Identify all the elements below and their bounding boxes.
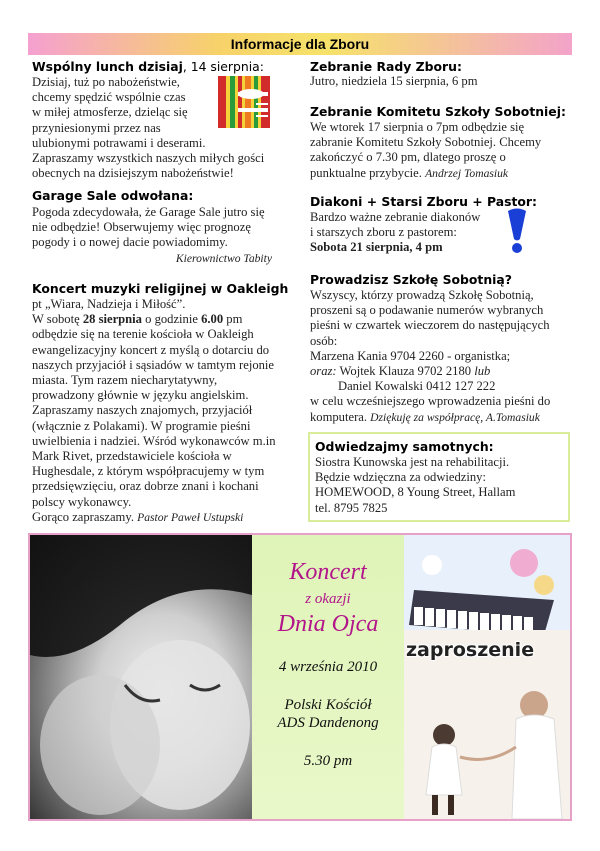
lunch-line: ulubionymi potrawami i deserami. xyxy=(32,135,206,150)
school-committee-body xyxy=(310,120,575,181)
deacons-date: Sobota 21 sierpnia, 4 pm xyxy=(310,240,443,255)
exclamation-icon xyxy=(505,208,529,254)
poster-concert: Koncert xyxy=(289,559,367,585)
cutlery-icon xyxy=(218,76,270,128)
garage-line: Pogoda zdecydowała, że Garage Sale jutro się xyxy=(32,205,265,219)
oakleigh-line: uwielbienia i nadziei. Wśród wykonawców m.in xyxy=(32,433,276,448)
school-committee-line: We wtorek 17 sierpnia o 7pm odbędzie się xyxy=(310,120,525,134)
oakleigh-first-line xyxy=(32,312,304,327)
garage-section xyxy=(32,188,300,266)
poster-occasion: z okazji xyxy=(305,591,351,607)
lunch-line: w miłej atmosferze, dzieląc się xyxy=(32,105,188,120)
oakleigh-line: miasta. Tym razem niecharytatywny, xyxy=(32,373,218,388)
board-text: Jutro, niedziela 15 sierpnia, 6 pm xyxy=(310,74,478,88)
invitation-label: zaproszenie xyxy=(406,639,535,661)
visit-line: Będzie wdzięczna za odwiedziny: xyxy=(315,470,486,485)
school-committee-last-text: punktualne przybycie. xyxy=(310,165,426,180)
school-leaders-daniel: Daniel Kowalski 0412 127 222 xyxy=(338,379,496,394)
oakleigh-section xyxy=(32,281,304,525)
lunch-heading-title: Wspólny lunch dzisiaj xyxy=(32,59,183,74)
board-heading: Zebranie Rady Zboru: xyxy=(310,59,462,74)
invitation-photo xyxy=(404,535,570,819)
garage-signature: Kierownictwo Tabity xyxy=(175,251,272,265)
school-leaders-line: pieśni w czwartek wieczorem do następujących xyxy=(310,318,550,333)
deacons-line: i starszych zboru z pastorem: xyxy=(310,225,457,240)
poster-event: Dnia Ojca xyxy=(277,611,379,637)
visit-body xyxy=(315,455,568,516)
oakleigh-line: (włącznie z Polakami). W programie pieśni xyxy=(32,418,251,433)
oraz-label: oraz: xyxy=(310,364,337,379)
oakleigh-line: przedsięwzięciu, oraz dobrze znani i kochani xyxy=(32,479,259,494)
concert-poster xyxy=(28,533,572,821)
lunch-line: obecnych na dzisiejszym nabożeństwie! xyxy=(32,166,234,181)
oakleigh-line: naszych przyjaciół i sąsiadów w tamtym rejonie xyxy=(32,357,275,372)
poster-church-line1: Polski Kościół xyxy=(284,697,372,713)
visit-line: HOMEWOOD, 8 Young Street, Hallam xyxy=(315,485,516,500)
school-leaders-line: Wszyscy, którzy prowadzą Szkołę Sobotnią, xyxy=(310,288,534,302)
deacons-heading: Diakoni + Starsi Zboru + Pastor: xyxy=(310,194,537,209)
oraz-text: Wojtek Klauza 9702 2180 xyxy=(336,364,475,379)
poster-time: 5.30 pm xyxy=(303,753,353,769)
oakleigh-line: Hughesdale, z którym współpracujemy w tym xyxy=(32,464,265,479)
piano-family-illustration xyxy=(404,535,570,819)
school-leaders-line: proszeni są o podawanie numerów wybranych xyxy=(310,303,544,318)
lub-label: lub xyxy=(474,364,491,379)
school-committee-section xyxy=(310,104,575,181)
school-leaders-body xyxy=(310,288,582,425)
visit-box xyxy=(308,432,570,522)
garage-heading: Garage Sale odwołana: xyxy=(32,188,194,203)
oakleigh-date: 28 sierpnia xyxy=(82,312,142,327)
oakleigh-line: odbędzie się na terenie kościoła w Oakleigh xyxy=(32,327,254,342)
deacons-line: Bardzo ważne zebranie diakonów xyxy=(310,210,481,224)
school-committee-heading: Zebranie Komitetu Szkoły Sobotniej: xyxy=(310,104,566,119)
board-section xyxy=(310,59,575,89)
garage-line: pogody i o nowej dacie powiadomimy. xyxy=(32,235,228,250)
oakleigh-line: Mark Rivet, przedstawiciele kościoła w xyxy=(32,449,232,464)
school-committee-last-line xyxy=(310,166,575,181)
school-leaders-line: osób: xyxy=(310,333,338,348)
school-leaders-last-line xyxy=(310,410,582,425)
deacons-section xyxy=(310,194,575,256)
garage-body xyxy=(32,205,300,266)
school-leaders-heading: Prowadzisz Szkołę Sobotnią? xyxy=(310,272,512,287)
oakleigh-first-post: pm xyxy=(223,312,243,327)
oakleigh-line: ewangelizacyjny koncert z myślą o dotarciu do xyxy=(32,342,270,357)
section-banner xyxy=(28,33,572,55)
poster-text-panel xyxy=(252,535,404,819)
oakleigh-first-pre: W sobotę xyxy=(32,312,83,327)
lunch-heading-date: , 14 sierpnia: xyxy=(182,59,264,74)
school-leaders-last-pre: komputera. xyxy=(310,409,371,424)
visit-line: tel. 8795 7825 xyxy=(315,500,388,515)
poster-date: 4 września 2010 xyxy=(278,659,378,675)
school-leaders-oraz-line xyxy=(310,364,582,379)
deacons-body xyxy=(310,210,575,256)
school-leaders-section xyxy=(310,272,582,425)
lunch-line: Dzisiaj, tuż po nabożeństwie, xyxy=(32,75,180,89)
lunch-heading xyxy=(32,59,300,74)
oakleigh-line: prowadzony głównie w języku angielskim. xyxy=(32,388,249,403)
school-leaders-thanks: Dziękuję za współpracę, A.Tomasiuk xyxy=(370,410,540,424)
garage-line: nie odbędzie! Obserwujemy więc prognozę xyxy=(32,220,251,235)
school-committee-line: zabranie Komitetu Szkoły Sobotniej. Chcemy xyxy=(310,135,542,150)
school-leaders-line: Marzena Kania 9704 2260 - organistka; xyxy=(310,348,511,363)
oakleigh-closing-line xyxy=(32,510,304,525)
oakleigh-signature: Pastor Paweł Ustupski xyxy=(137,510,244,524)
page-title: Informacje dla Zboru xyxy=(230,36,370,52)
oakleigh-closing: Gorąco zapraszamy. xyxy=(32,509,138,524)
oakleigh-heading: Koncert muzyki religijnej w Oakleigh xyxy=(32,281,289,296)
oakleigh-subtitle: pt „Wiara, Nadzieja i Miłość”. xyxy=(32,297,186,311)
poster-church-line2: ADS Dandenong xyxy=(277,715,379,731)
oakleigh-first-mid: o godzinie xyxy=(141,312,202,327)
lunch-line: chcemy spędzić wspólnie czas xyxy=(32,90,186,105)
school-committee-line: zakończyć o 7.30 pm, dlatego proszę o xyxy=(310,150,506,165)
oakleigh-line: Zapraszamy naszych znajomych, przyjaciół xyxy=(32,403,253,418)
lunch-line: przyniesionymi przez nas xyxy=(32,120,161,135)
oakleigh-body xyxy=(32,297,304,525)
oakleigh-time: 6.00 xyxy=(201,312,224,327)
school-leaders-line: w celu wcześniejszego wprowadzenia pieśni do xyxy=(310,394,551,409)
father-child-photo xyxy=(30,535,252,819)
oakleigh-line: polscy wykonawcy. xyxy=(32,494,132,509)
lunch-line: Zapraszamy wszystkich naszych miłych gości xyxy=(32,151,265,166)
father-child-illustration xyxy=(30,535,252,819)
visit-heading: Odwiedzajmy samotnych: xyxy=(315,439,494,454)
school-committee-signature: Andrzej Tomasiuk xyxy=(425,166,509,180)
visit-line: Siostra Kunowska jest na rehabilitacji. xyxy=(315,455,510,469)
